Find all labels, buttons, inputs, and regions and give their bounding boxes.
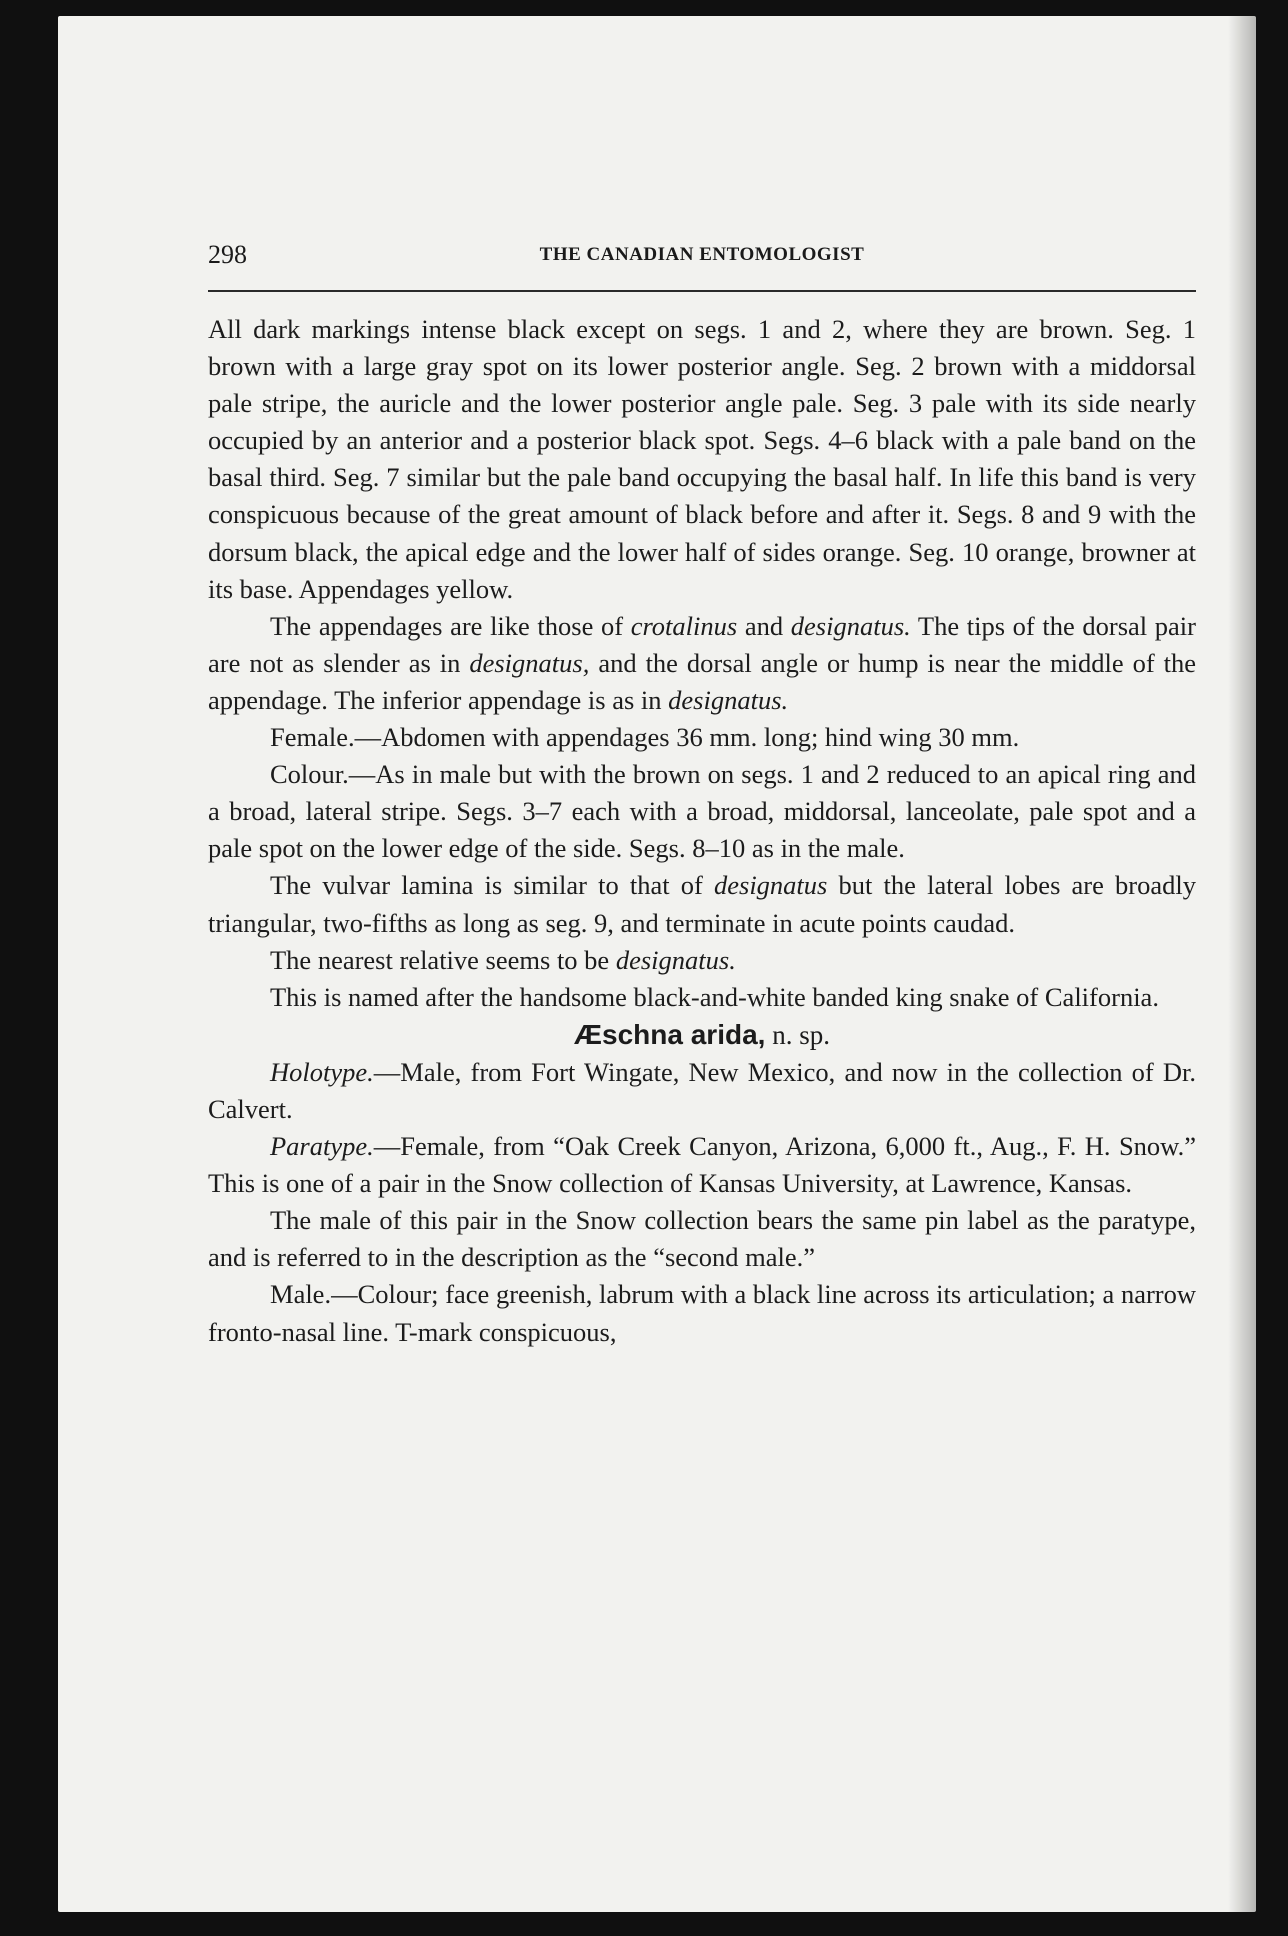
text-run: but the lateral lobes are broadly triangular, two-fifths as long as seg. 9, and terminate in acute points caudad. xyxy=(208,870,1197,938)
italic-text: designatus. xyxy=(790,610,911,641)
italic-text: designatus, xyxy=(469,647,590,678)
paragraph xyxy=(208,1128,1196,1202)
page-header xyxy=(208,240,1196,280)
italic-text: designatus. xyxy=(615,944,736,975)
paragraph xyxy=(208,1054,1196,1128)
species-suffix: n. sp. xyxy=(765,1019,830,1050)
paragraph xyxy=(208,608,1196,719)
running-head: THE CANADIAN ENTOMOLOGIST xyxy=(539,244,865,265)
text-run: Male.—Colour; face greenish, labrum with a black line across its articulation; a narrow fronto-nasal line. T-mark conspicuous, xyxy=(208,1279,1196,1347)
paragraph xyxy=(208,719,1196,756)
italic-text: designatus xyxy=(714,870,828,901)
text-run: and xyxy=(737,610,791,641)
text-run: The nearest relative seems to be xyxy=(270,944,616,975)
text-run: The appendages are like those of xyxy=(270,610,631,641)
text-run: Female.—Abdomen with appendages 36 mm. long; hind wing 30 mm. xyxy=(270,722,1020,753)
text-run: All dark markings intense black except on segs. 1 and 2, where they are brown. Seg. 1 brown with a large gray spot on its lower posterior angle. Seg. 2 brown with a middorsal pale stripe, the auricle and the lower posterior angle pale. Seg. 3 pale with its side nearly occupied by an anterior and a posterior black spot. Segs. 4–6 black with a pale band on the basal third. Seg. 7 similar but the pale band occupying the basal half. In life this band is very conspicuous because of the great amount of black before and after it. Segs. 8 and 9 with the dorsum black, the apical edge and the lower half of sides orange. Seg. 10 orange, browner at its base. Appendages yellow. xyxy=(208,314,1196,604)
text-run: This is named after the handsome black-and-white banded king snake of California. xyxy=(270,981,1159,1012)
text-run: —Female, from “Oak Creek Canyon, Arizona, 6,000 ft., Aug., F. H. Snow.” This is one of a pair in the Snow collection of Kansas University, at Lawrence, Kansas. xyxy=(208,1131,1196,1199)
page-edge-shadow xyxy=(1228,16,1256,1912)
paragraphs-after-heading xyxy=(208,1054,1196,1351)
paragraph xyxy=(208,311,1196,608)
paragraph xyxy=(208,979,1196,1016)
italic-text: Paratype. xyxy=(270,1131,374,1162)
paragraphs-before-heading xyxy=(208,311,1196,1016)
text-run: Colour.—As in male but with the brown on segs. 1 and 2 reduced to an apical ring and a broad, lateral stripe. Segs. 3–7 each with a broad, middorsal, lanceolate, pale spot and a pale spot on the lower edge of the side. Segs. 8–10 as in the male. xyxy=(208,759,1196,864)
italic-text: Holotype. xyxy=(270,1056,374,1087)
species-name: Æschna arida, xyxy=(574,1018,766,1050)
text-run: The male of this pair in the Snow collection bears the same pin label as the paratype, and is referred to in the description as the “second male.” xyxy=(208,1205,1196,1273)
text-run: The tips of the dorsal pair are not as slender as in xyxy=(208,610,1196,678)
species-heading xyxy=(208,1016,1196,1054)
paragraph xyxy=(208,942,1196,979)
text-run: —Male, from Fort Wingate, New Mexico, and now in the collection of Dr. Calvert. xyxy=(208,1056,1196,1124)
paragraph xyxy=(208,756,1196,867)
paragraph xyxy=(208,1276,1196,1350)
page-number: 298 xyxy=(208,240,247,269)
body-text xyxy=(208,311,1196,1351)
text-run: The vulvar lamina is similar to that of xyxy=(270,870,714,901)
italic-text: designatus. xyxy=(668,684,789,715)
header-rule xyxy=(208,290,1196,292)
book-page xyxy=(58,16,1256,1912)
paragraph xyxy=(208,1202,1196,1276)
paragraph xyxy=(208,867,1196,941)
italic-text: crotalinus xyxy=(630,610,738,641)
text-run: and the dorsal angle or hump is near the middle of the appendage. The inferior appendage is as in xyxy=(208,647,1196,715)
